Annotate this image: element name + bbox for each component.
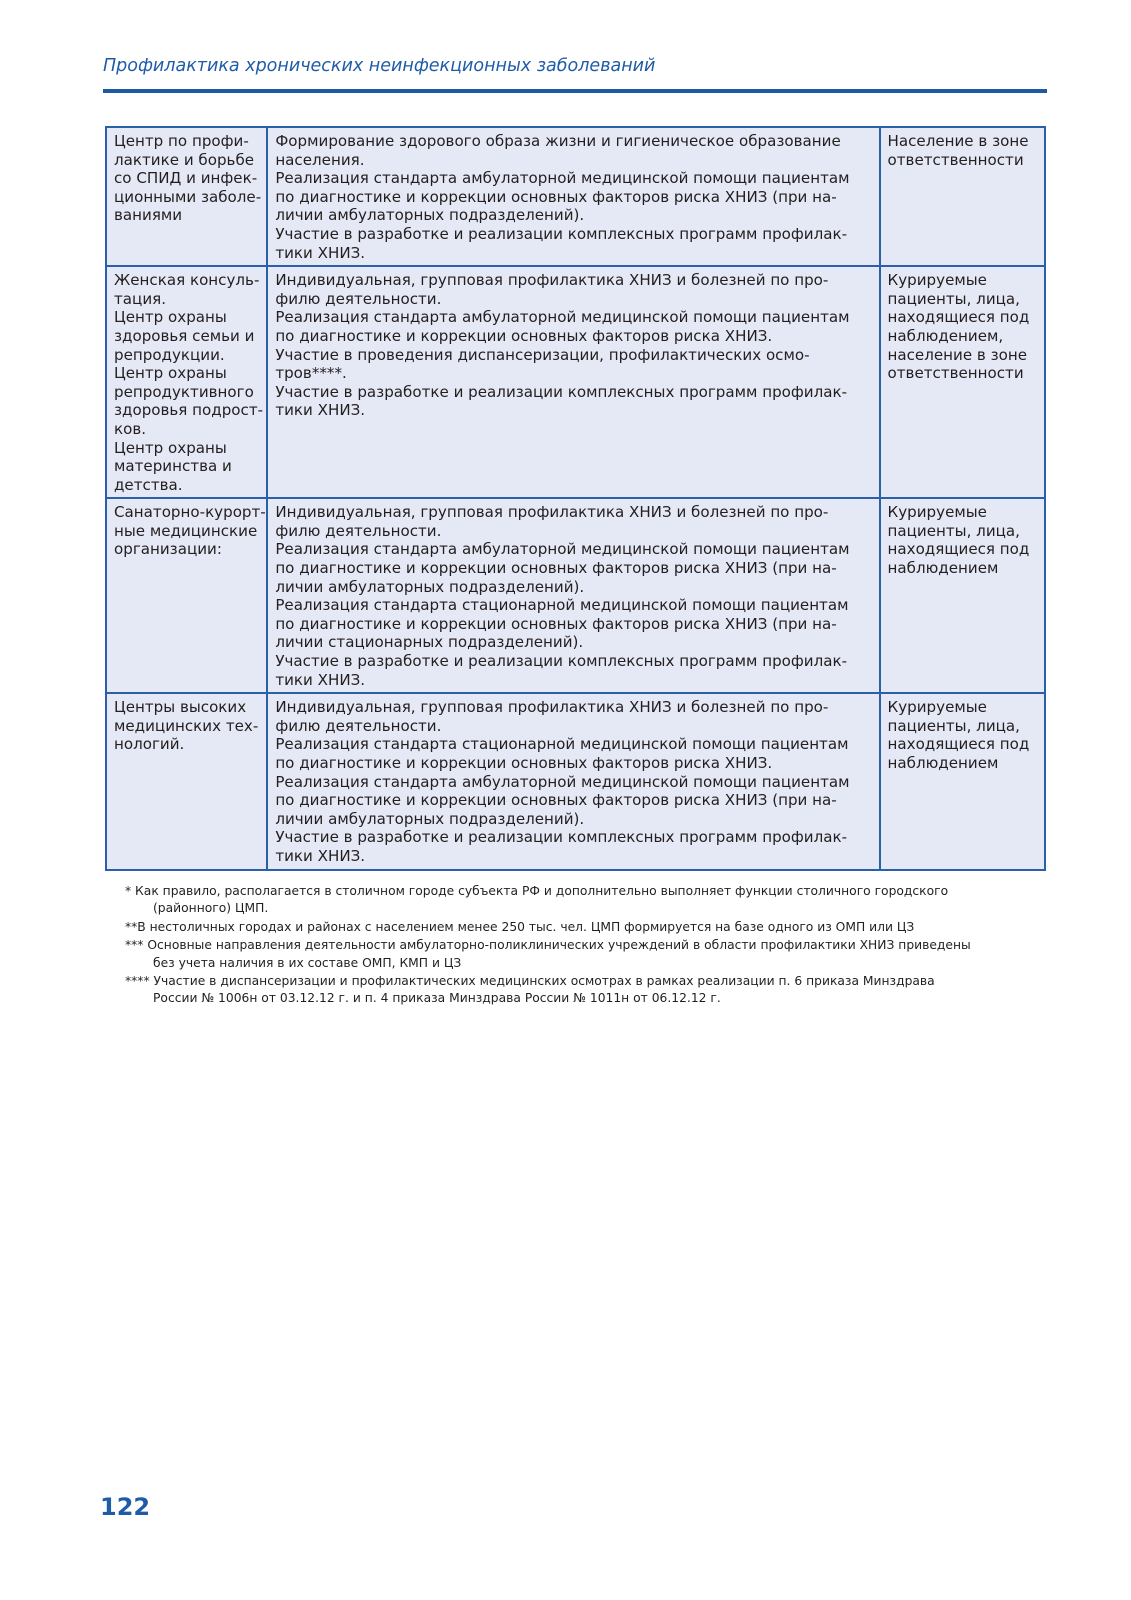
cell-text-line: Реализация стандарта амбулаторной медицинской помощи пациентам	[275, 540, 850, 559]
cell-text-line: Индивидуальная, групповая профилактика ХНИЗ и болезней по про-	[275, 271, 829, 290]
cell-text-line: ков.	[114, 419, 147, 438]
target-group-cell	[880, 266, 1045, 498]
cell-text-line: здоровья семьи и	[114, 326, 255, 345]
cell-text-line: Индивидуальная, групповая профилактика ХНИЗ и болезней по про-	[275, 698, 829, 717]
cell-text-line: личии амбулаторных подразделений).	[275, 577, 585, 596]
cell-text-line: Реализация стандарта стационарной медицинской помощи пациентам	[275, 735, 849, 754]
cell-text-line: ваниями	[114, 206, 183, 225]
running-header-title: Профилактика хронических неинфекционных заболеваний	[103, 56, 656, 76]
cell-text-line: тики ХНИЗ.	[275, 401, 366, 420]
cell-text-line: по диагностике и коррекции основных факторов риска ХНИЗ (при на-	[275, 614, 837, 633]
cell-text-line: по диагностике и коррекции основных факторов риска ХНИЗ (при на-	[275, 187, 837, 206]
target-group-cell	[880, 498, 1045, 693]
cell-text-line: по диагностике и коррекции основных факторов риска ХНИЗ (при на-	[275, 791, 837, 810]
cell-text-line: по диагностике и коррекции основных факторов риска ХНИЗ.	[275, 326, 773, 345]
footnote	[125, 883, 1048, 918]
cell-text-line: здоровья подрост-	[114, 401, 264, 420]
footnote-text: *** Основные направления деятельности амбулаторно-поликлинических учреждений в области профилактики ХНИЗ приведены	[125, 938, 971, 953]
cell-text-line: Центр охраны	[114, 308, 227, 327]
cell-text-line: Центр по профи-	[114, 132, 249, 150]
cell-text-line: филю деятельности.	[275, 521, 442, 540]
functions-cell	[267, 127, 879, 266]
cell-text-line: ответственности	[887, 364, 1024, 383]
functions-cell	[267, 266, 879, 498]
cell-text-line: население в зоне	[887, 345, 1028, 364]
cell-text-line: Центр охраны	[114, 364, 227, 383]
cell-text-line: репродуктивного	[114, 382, 254, 401]
cell-text-line: пациенты, лица,	[887, 521, 1020, 540]
cell-text-line: пациенты, лица,	[887, 716, 1020, 735]
cell-text-line: ответственности	[887, 150, 1024, 169]
target-group-cell	[880, 693, 1045, 869]
cell-text-line: Реализация стандарта стационарной медицинской помощи пациентам	[275, 596, 849, 615]
organization-cell	[106, 266, 267, 498]
cell-text-line: филю деятельности.	[275, 716, 442, 735]
cell-text-line: Формирование здорового образа жизни и гигиеническое образование	[275, 132, 841, 150]
cell-text-line: Центр охраны	[114, 438, 227, 457]
cell-text-line: Реализация стандарта амбулаторной медицинской помощи пациентам	[275, 169, 850, 188]
cell-text-line: Санаторно-курорт-	[114, 503, 266, 522]
table-row	[106, 693, 1045, 869]
cell-text-line: Реализация стандарта амбулаторной медицинской помощи пациентам	[275, 772, 850, 791]
cell-text-line: со СПИД и инфек-	[114, 169, 258, 188]
cell-text-line: личии амбулаторных подразделений).	[275, 809, 585, 828]
cell-text-line: населения.	[275, 150, 365, 169]
footnote-continuation: без учета наличия в их составе ОМП, КМП и ЦЗ	[153, 955, 462, 970]
footnote	[125, 919, 1048, 936]
cell-text-line: находящиеся под	[887, 308, 1030, 327]
cell-text-line: личии амбулаторных подразделений).	[275, 206, 585, 225]
cell-text-line: наблюдением,	[887, 326, 1004, 345]
cell-text-line: Курируемые	[887, 271, 987, 290]
cell-text-line: тров****.	[275, 364, 347, 383]
organization-cell	[106, 498, 267, 693]
organization-cell	[106, 693, 267, 869]
table-row	[106, 266, 1045, 498]
cell-text-line: детства.	[114, 475, 183, 494]
organizations-table	[105, 126, 1046, 871]
cell-text-line: Центры высоких	[114, 698, 247, 717]
cell-text-line: наблюдением	[887, 559, 999, 578]
cell-text-line: Участие в разработке и реализации комплексных программ профилак-	[275, 652, 848, 671]
cell-text-line: Участие в проведения диспансеризации, профилактических осмо-	[275, 345, 810, 364]
cell-text-line: медицинских тех-	[114, 716, 259, 735]
cell-text-line: по диагностике и коррекции основных факторов риска ХНИЗ.	[275, 754, 773, 772]
cell-text-line: Женская консуль-	[114, 271, 260, 290]
cell-text-line: личии стационарных подразделений).	[275, 633, 584, 652]
table-row	[106, 127, 1045, 266]
header-divider	[103, 89, 1047, 93]
footnote-text: **В нестоличных городах и районах с населением менее 250 тыс. чел. ЦМП формируется на базе одного из ОМП или ЦЗ	[125, 919, 915, 934]
functions-cell	[267, 693, 879, 869]
cell-text-line: пациенты, лица,	[887, 289, 1020, 308]
cell-text-line: филю деятельности.	[275, 289, 442, 308]
footnote-text: * Как правило, располагается в столичном городе субъекта РФ и дополнительно выполняет функции столичного городского	[125, 884, 949, 898]
footnote	[125, 973, 1048, 1008]
cell-text-line: материнства и	[114, 457, 232, 476]
cell-text-line: наблюдением	[887, 754, 999, 772]
cell-text-line: репродукции.	[114, 345, 225, 364]
organization-cell	[106, 127, 267, 266]
cell-text-line: Курируемые	[887, 698, 987, 717]
cell-text-line: по диагностике и коррекции основных факторов риска ХНИЗ (при на-	[275, 559, 837, 578]
cell-text-line: Участие в разработке и реализации комплексных программ профилак-	[275, 382, 848, 401]
cell-text-line: Реализация стандарта амбулаторной медицинской помощи пациентам	[275, 308, 850, 327]
cell-text-line: Курируемые	[887, 503, 987, 522]
cell-text-line: находящиеся под	[887, 540, 1030, 559]
cell-text-line: тики ХНИЗ.	[275, 846, 366, 865]
footnote-text: **** Участие в диспансеризации и профилактических медицинских осмотрах в рамках реализации п. 6 приказа Минздрава	[125, 974, 935, 989]
cell-text-line: тики ХНИЗ.	[275, 670, 366, 689]
target-group-cell	[880, 127, 1045, 266]
cell-text-line: Население в зоне	[887, 132, 1029, 150]
cell-text-line: тация.	[114, 289, 167, 308]
footnote	[125, 937, 1048, 972]
cell-text-line: тики ХНИЗ.	[275, 243, 366, 262]
cell-text-line: Участие в разработке и реализации комплексных программ профилак-	[275, 224, 848, 243]
footnote-continuation: (районного) ЦМП.	[153, 901, 269, 916]
table-row	[106, 498, 1045, 693]
table-body	[106, 127, 1045, 870]
page-number: 122	[100, 1493, 151, 1521]
footnote-continuation: России № 1006н от 03.12.12 г. и п. 4 приказа Минздрава России № 1011н от 06.12.12 г.	[153, 991, 721, 1006]
cell-text-line: организации:	[114, 540, 222, 559]
footnotes	[125, 883, 1048, 1009]
cell-text-line: Индивидуальная, групповая профилактика ХНИЗ и болезней по про-	[275, 503, 829, 522]
cell-text-line: лактике и борьбе	[114, 150, 255, 169]
cell-text-line: ные медицинские	[114, 521, 258, 540]
cell-text-line: нологий.	[114, 735, 185, 754]
cell-text-line: ционными заболе-	[114, 187, 262, 206]
functions-cell	[267, 498, 879, 693]
cell-text-line: Участие в разработке и реализации комплексных программ профилак-	[275, 828, 848, 847]
cell-text-line: находящиеся под	[887, 735, 1030, 754]
